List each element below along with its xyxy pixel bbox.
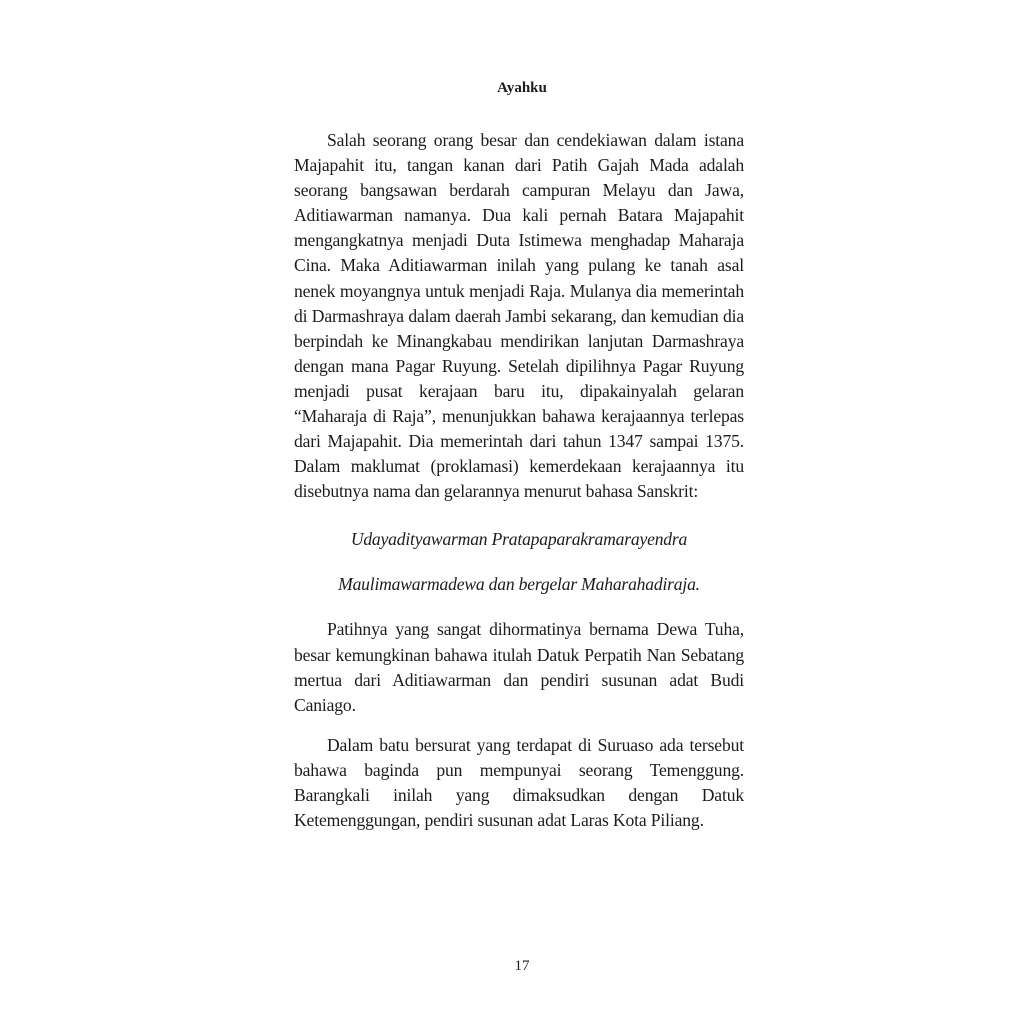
body-paragraph-2: Patihnya yang sangat dihormatinya bernama Dewa Tuha, besar kemungkinan bahawa itulah Datuk Perpatih Nan Sebatang mertua dari Aditiawarman dan pendiri susunan adat Budi Caniago.: [294, 619, 744, 715]
page-number: 17: [514, 958, 530, 974]
book-page: [294, 78, 744, 978]
sanskrit-title-line-1: Udayadityawarman Pratapaparakramarayendra: [350, 529, 688, 550]
sanskrit-title-line-2: Maulimawarmadewa dan bergelar Maharahadiraja.: [338, 574, 700, 595]
running-title: Ayahku: [497, 80, 547, 96]
body-paragraph-3: Dalam batu bersurat yang terdapat di Suruaso ada tersebut bahawa baginda pun mempunyai seorang Temenggung. Barangkali inilah yang dimaksudkan dengan Datuk Ketemenggungan, pendiri susunan adat Laras Kota Piliang.: [294, 734, 744, 831]
body-paragraph-1: Salah seorang orang besar dan cendekiawan dalam istana Majapahit itu, tangan kanan dari Patih Gajah Mada adalah seorang bangsawan berdarah campuran Melayu dan Jawa, Aditiawarman namanya. Dua kali pernah Batara Majapahit mengangkatnya menjadi Duta Istimewa menghadap Maharaja Cina. Maka Aditiawarman inilah yang pulang ke tanah asal nenek moyangnya untuk menjadi Raja. Mulanya dia memerintah di Darmashraya dalam daerah Jambi sekarang, dan kemudian dia berpindah ke Minangkabau mendirikan lanjutan Darmashraya dengan mana Pagar Ruyung. Setelah dipilihnya Pagar Ruyung menjadi pusat kerajaan baru itu, dipakainyalah gelaran “Maharaja di Raja”, menunjukkan bahawa kerajaannya terlepas dari Majapahit. Dia memerintah dari tahun 1347 sampai 1375. Dalam maklumat (proklamasi) kemerdekaan kerajaannya itu disebutnya nama dan gelarannya menurut bahasa Sanskrit:: [294, 130, 744, 502]
